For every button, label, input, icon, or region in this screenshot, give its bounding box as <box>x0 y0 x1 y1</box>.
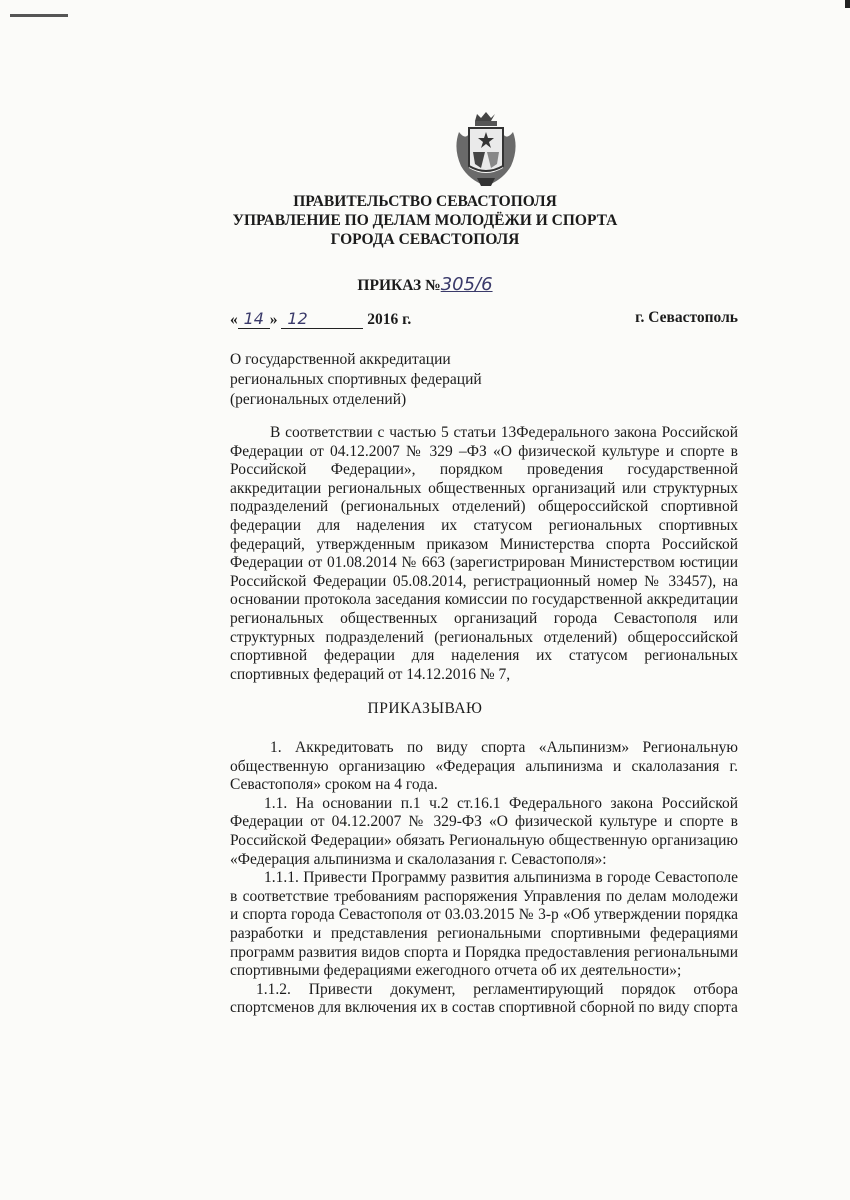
document-header <box>0 192 850 249</box>
scan-artifact-corner <box>845 0 850 8</box>
item-1-1-1: 1.1.1. Привести Программу развития альпинизма в городе Севастополе в соответствие требованиям распоряжения Управления по делам молодежи и спорта города Севастополя от 03.03.2015 № 3-р «Об утверждении порядка разработки и представления региональными спортивными федерациями программ развития видов спорта и Порядка предоставления региональными спортивными федерациями ежегодного отчета об их деятельности»; <box>230 869 738 980</box>
header-department: УПРАВЛЕНИЕ ПО ДЕЛАМ МОЛОДЁЖИ И СПОРТА <box>232 212 618 229</box>
item-1: 1. Аккредитовать по виду спорта «Альпинизм» Региональную общественную организацию «Федерация альпинизма и скалолазания г. Севастополя» сроком на 4 года. <box>230 739 738 794</box>
order-label: ПРИКАЗ № <box>357 277 441 294</box>
decree-word: ПРИКАЗЫВАЮ <box>367 700 483 717</box>
date-line <box>230 309 738 329</box>
header-city: ГОРОДА СЕВАСТОПОЛЯ <box>330 231 520 248</box>
preamble-paragraph: В соответствии с частью 5 статьи 13Федерального закона Российской Федерации от 04.12.2007 № 329 –ФЗ «О физической культуре и спорте в Российской Федерации», порядком проведения государственной аккредитации региональных общественных организаций или структурных подразделений (региональных отделений) общероссийской спортивной федерации для наделения их статусом региональных спортивных федераций, утвержденным приказом Министерства спорта Российской Федерации от 01.08.2014 № 663 (зарегистрирован Министерством юстиции Российской Федерации 05.08.2014, регистрационный номер № 33457), на основании протокола заседания комиссии по государственной аккредитации региональных общественных организаций города Севастополя или структурных подразделений (региональных отделений) общероссийской спортивной федерации для наделения их статусом региональных спортивных федераций от 14.12.2016 № 7, <box>230 424 738 683</box>
item-1-1: 1.1. На основании п.1 ч.2 ст.16.1 Федерального закона Российской Федерации от 04.12.2007 № 329-ФЗ «О физической культуре и спорте в Российской Федерации» обязать Региональную общественную организацию «Федерация альпинизма и скалолазания г. Севастополя»: <box>230 794 738 868</box>
order-items <box>230 739 738 1018</box>
date-city: г. Севастополь <box>635 309 738 326</box>
preamble-block <box>230 424 738 684</box>
order-title <box>0 274 850 295</box>
subject-line-2: региональных спортивных федераций <box>230 371 482 388</box>
sevastopol-coat-of-arms-icon <box>451 108 521 190</box>
header-government: ПРАВИТЕЛЬСТВО СЕВАСТОПОЛЯ <box>293 193 557 210</box>
date-year: 2016 г. <box>367 311 412 328</box>
order-number: 305/6 <box>440 274 493 295</box>
item-1-1-2: 1.1.2. Привести документ, регламентирующий порядок отбора спортсменов для включения их в состав спортивной сборной по виду спорта <box>230 980 738 1017</box>
date-close-quote: » <box>269 311 278 328</box>
order-subject <box>230 350 482 410</box>
date-day: 14 <box>238 309 270 329</box>
scan-artifact-line <box>10 14 68 17</box>
date-open-quote: « <box>230 311 238 328</box>
date-month: 12 <box>281 309 363 329</box>
subject-line-1: О государственной аккредитации <box>230 351 451 368</box>
subject-line-3: (региональных отделений) <box>230 391 407 408</box>
